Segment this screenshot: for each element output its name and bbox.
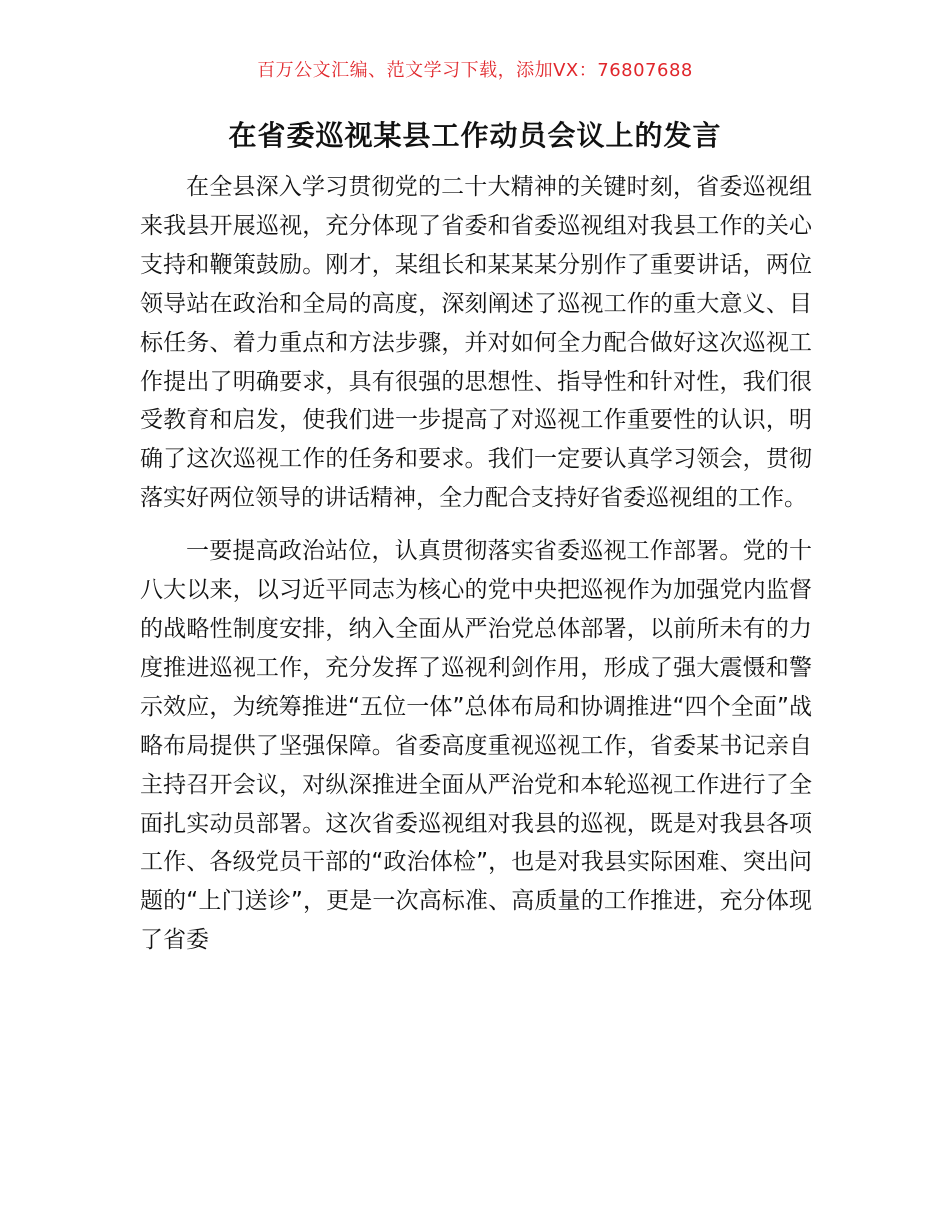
paragraph-point-one: 一要提高政治站位，认真贯彻落实省委巡视工作部署。党的十八大以来，以习近平同志为核心的党中央把巡视作为加强党内监督的战略性制度安排，纳入全面从严治党总体部署，以前所未有的力度推进巡视工作，充分发挥了巡视利剑作用，形成了强大震慑和警示效应，为统筹推进“五位一体”总体布局和协调推进“四个全面”战略布局提供了坚强保障。省委高度重视巡视工作，省委某书记亲自主持召开会议，对纵深推进全面从严治党和本轮巡视工作进行了全面扎实动员部署。这次省委巡视组对我县的巡视，既是对我县各项工作、各级党员干部的“政治体检”，也是对我县实际困难、突出问题的“上门送诊”，更是一次高标准、高质量的工作推进，充分体现了省委: [140, 538, 812, 954]
document-title: 在省委巡视某县工作动员会议上的发言: [228, 119, 722, 152]
header-watermark-note: 百万公文汇编、范文学习下载，添加VX：76807688: [257, 60, 693, 81]
paragraph-intro: 在全县深入学习贯彻党的二十大精神的关键时刻，省委巡视组来我县开展巡视，充分体现了省委和省委巡视组对我县工作的关心支持和鞭策鼓励。刚才，某组长和某某某分别作了重要讲话，两位领导站在政治和全局的高度，深刻阐述了巡视工作的重大意义、目标任务、着力重点和方法步骤，并对如何全力配合做好这次巡视工作提出了明确要求，具有很强的思想性、指导性和针对性，我们很受教育和启发，使我们进一步提高了对巡视工作重要性的认识，明确了这次巡视工作的任务和要求。我们一定要认真学习领会，贯彻落实好两位领导的讲话精神，全力配合支持好省委巡视组的工作。: [140, 174, 812, 512]
document-body: [140, 168, 812, 974]
